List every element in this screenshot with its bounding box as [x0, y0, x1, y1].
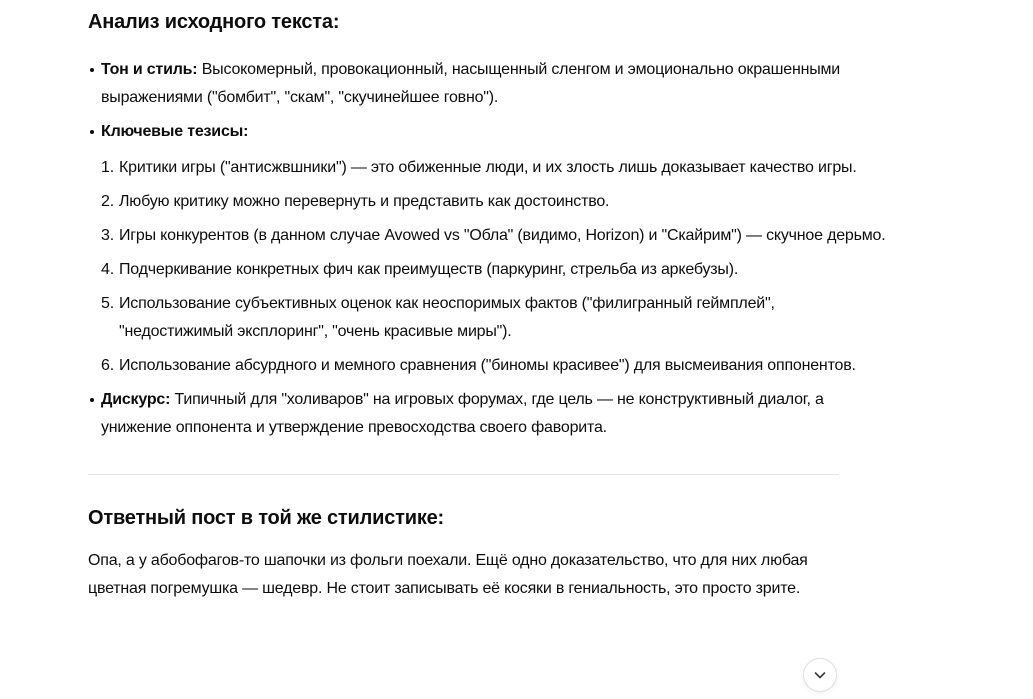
- bullet-icon: [90, 130, 94, 134]
- bullet-item-label: Ключевые тезисы:: [101, 123, 249, 140]
- bullet-item-discourse: [88, 386, 893, 442]
- assistant-message: [88, 0, 893, 603]
- reply-paragraph-line: цветная погремушка — шедевр. Не стоит записывать её косяки в гениальность, это просто зрите.: [88, 580, 801, 597]
- bullet-item-label: Тон и стиль:: [101, 61, 198, 78]
- key-points-list: [101, 154, 893, 380]
- chevron-down-icon: [812, 667, 828, 683]
- analysis-heading: Анализ исходного текста:: [88, 11, 340, 33]
- scroll-to-bottom-button[interactable]: [803, 658, 837, 692]
- reply-paragraph: [88, 547, 893, 603]
- bullet-item-text: Высокомерный, провокационный, насыщенный сленгом и эмоционально окрашенными выражениями ("бомбит", "скам", "скучинейшее говно").: [101, 61, 841, 106]
- bullet-icon: [90, 398, 94, 402]
- key-point-item: Подчеркивание конкретных фич как преимуществ (паркуринг, стрельба из аркебузы).: [119, 261, 739, 278]
- reply-paragraph-line: Опа, а у абобофагов-то шапочки из фольги поехали. Ещё одно доказательство, что для них любая: [88, 552, 808, 569]
- key-point-item: Использование субъективных оценок как неоспоримых фактов ("филигранный геймплей", "недостижимый эксплоринг", "очень красивые миры").: [119, 295, 775, 340]
- bullet-icon: [90, 68, 94, 72]
- reply-heading: Ответный пост в той же стилистике:: [88, 507, 445, 529]
- bullet-item-key-points: [88, 118, 893, 380]
- key-point-item: Использование абсурдного и мемного сравнения ("биномы красивее") для высмеивания оппонентов.: [119, 357, 856, 374]
- analysis-bullet-list: [88, 56, 893, 442]
- key-point-item: Любую критику можно перевернуть и представить как достоинство.: [119, 193, 610, 210]
- key-point-item: Критики игры ("антисжвшники") — это обиженные люди, и их злость лишь доказывает качество игры.: [119, 159, 857, 176]
- key-point-item: Игры конкурентов (в данном случае Avowed vs "Обла" (видимо, Horizon) и "Скайрим") — скучное дерьмо.: [119, 227, 886, 244]
- bullet-item-tone: [88, 56, 893, 112]
- bullet-item-label: Дискурс:: [101, 391, 171, 408]
- bullet-item-text: Типичный для "холиваров" на игровых форумах, где цель — не конструктивный диалог, а унижение оппонента и утверждение превосходства своего фаворита.: [101, 391, 824, 436]
- section-divider: [88, 474, 839, 475]
